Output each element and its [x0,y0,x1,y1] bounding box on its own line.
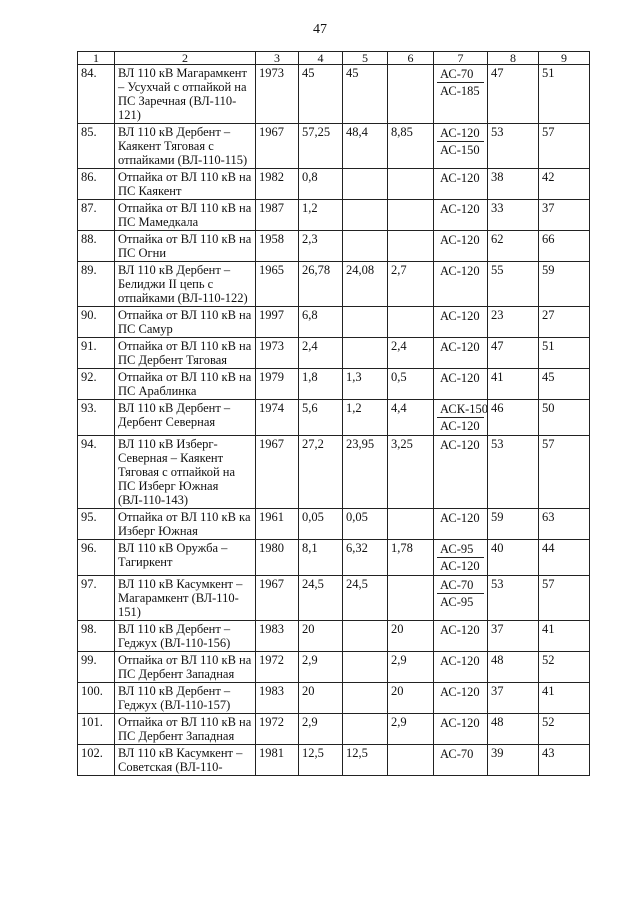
row-number-cell: 93. [78,400,115,436]
column-header: 1 [78,52,115,65]
line-name-cell: Отпайка от ВЛ 110 кВ ка Изберг Южная [115,509,256,540]
total-length-cell: 20 [299,621,343,652]
line-name-cell: ВЛ 110 кВ Дербент – Геджух (ВЛ-110-156) [115,621,256,652]
length-col5-cell: 1,2 [343,400,388,436]
page-number: 47 [313,22,327,37]
row-number-cell: 92. [78,369,115,400]
wire-type-cell [434,262,488,307]
wire-type: АС-70 [440,747,474,761]
year-built-cell: 1983 [256,621,299,652]
line-name-cell: Отпайка от ВЛ 110 кВ на ПС Араблинка [115,369,256,400]
line-name-cell: ВЛ 110 кВ Дербент – Каякент Тяговая с отпайками (ВЛ-110-115) [115,124,256,169]
line-name-cell: Отпайка от ВЛ 110 кВ на ПС Дербент Западная [115,714,256,745]
row-number-cell: 95. [78,509,115,540]
wire-type: АС-70 [440,578,474,592]
table-row [78,65,590,124]
length-col6-cell: 2,7 [388,262,434,307]
row-number-cell: 85. [78,124,115,169]
value-col8-cell: 46 [488,400,539,436]
value-col9-cell: 37 [539,200,590,231]
value-col9-cell: 42 [539,169,590,200]
wire-type: АС-120 [440,716,480,730]
length-col5-cell: 48,4 [343,124,388,169]
value-col9-cell: 51 [539,338,590,369]
year-built-cell: 1997 [256,307,299,338]
length-col6-cell [388,307,434,338]
wire-type-cell [434,652,488,683]
table-row [78,745,590,776]
total-length-cell: 45 [299,65,343,124]
length-col6-cell: 2,9 [388,714,434,745]
wire-type: АС-120 [437,557,484,574]
wire-type-cell [434,509,488,540]
column-header: 8 [488,52,539,65]
value-col9-cell: 45 [539,369,590,400]
column-header: 3 [256,52,299,65]
length-col5-cell [343,652,388,683]
column-header: 9 [539,52,590,65]
year-built-cell: 1967 [256,124,299,169]
year-built-cell: 1972 [256,652,299,683]
table-row [78,307,590,338]
year-built-cell: 1973 [256,338,299,369]
total-length-cell: 5,6 [299,400,343,436]
wire-type: АС-120 [440,371,480,385]
wire-type-cell [434,231,488,262]
year-built-cell: 1967 [256,436,299,509]
wire-type: АС-95 [437,593,484,610]
length-col6-cell: 20 [388,621,434,652]
total-length-cell: 8,1 [299,540,343,576]
column-header: 2 [115,52,256,65]
wire-type: АС-120 [440,623,480,637]
length-col6-cell: 1,78 [388,540,434,576]
line-name-cell: Отпайка от ВЛ 110 кВ на ПС Дербент Тяговая [115,338,256,369]
length-col5-cell [343,621,388,652]
year-built-cell: 1965 [256,262,299,307]
column-header: 6 [388,52,434,65]
length-col6-cell: 3,25 [388,436,434,509]
wire-type: АС-120 [440,202,480,216]
line-name-cell: Отпайка от ВЛ 110 кВ на ПС Мамедкала [115,200,256,231]
total-length-cell: 12,5 [299,745,343,776]
wire-type: АС-120 [440,233,480,247]
wire-type: АС-120 [440,171,480,185]
length-col5-cell [343,338,388,369]
value-col9-cell: 51 [539,65,590,124]
row-number-cell: 87. [78,200,115,231]
value-col8-cell: 23 [488,307,539,338]
year-built-cell: 1973 [256,65,299,124]
year-built-cell: 1980 [256,540,299,576]
total-length-cell: 0,8 [299,169,343,200]
value-col8-cell: 33 [488,200,539,231]
total-length-cell: 2,4 [299,338,343,369]
line-name-cell: ВЛ 110 кВ Дербент – Дербент Северная [115,400,256,436]
year-built-cell: 1987 [256,200,299,231]
wire-type-cell [434,714,488,745]
column-number-row [78,52,590,65]
value-col9-cell: 66 [539,231,590,262]
length-col6-cell: 2,9 [388,652,434,683]
row-number-cell: 101. [78,714,115,745]
table-row [78,683,590,714]
value-col8-cell: 53 [488,576,539,621]
value-col9-cell: 57 [539,576,590,621]
year-built-cell: 1974 [256,400,299,436]
line-name-cell: ВЛ 110 кВ Касумкент – Советская (ВЛ-110- [115,745,256,776]
row-number-cell: 90. [78,307,115,338]
row-number-cell: 96. [78,540,115,576]
table-row [78,369,590,400]
wire-type: АС-95 [440,542,474,556]
wire-type: АСК-150 [440,402,488,416]
length-col6-cell [388,231,434,262]
value-col9-cell: 57 [539,124,590,169]
value-col8-cell: 62 [488,231,539,262]
length-col5-cell [343,200,388,231]
year-built-cell: 1961 [256,509,299,540]
table-row [78,262,590,307]
length-col6-cell: 0,5 [388,369,434,400]
length-col6-cell [388,509,434,540]
wire-type: АС-185 [437,82,484,99]
row-number-cell: 102. [78,745,115,776]
length-col6-cell: 20 [388,683,434,714]
table-row [78,231,590,262]
row-number-cell: 97. [78,576,115,621]
total-length-cell: 6,8 [299,307,343,338]
table-row [78,436,590,509]
wire-type-cell [434,369,488,400]
value-col8-cell: 53 [488,124,539,169]
wire-type-cell [434,745,488,776]
table-row [78,621,590,652]
wire-type-cell [434,436,488,509]
table-row [78,169,590,200]
wire-type-cell [434,621,488,652]
wire-type: АС-120 [440,654,480,668]
value-col8-cell: 37 [488,683,539,714]
length-col5-cell: 23,95 [343,436,388,509]
total-length-cell: 27,2 [299,436,343,509]
line-name-cell: Отпайка от ВЛ 110 кВ на ПС Дербент Западная [115,652,256,683]
value-col9-cell: 59 [539,262,590,307]
value-col9-cell: 50 [539,400,590,436]
length-col5-cell: 45 [343,65,388,124]
line-name-cell: ВЛ 110 кВ Магарамкент – Усухчай с отпайкой на ПС Заречная (ВЛ-110-121) [115,65,256,124]
wire-type: АС-120 [440,309,480,323]
length-col6-cell: 8,85 [388,124,434,169]
length-col6-cell [388,576,434,621]
value-col8-cell: 38 [488,169,539,200]
line-name-cell: ВЛ 110 кВ Изберг-Северная – Каякент Тяговая с отпайкой на ПС Изберг Южная (ВЛ-110-143) [115,436,256,509]
wire-type-cell [434,200,488,231]
wire-type-cell [434,576,488,621]
total-length-cell: 0,05 [299,509,343,540]
wire-type: АС-70 [440,67,474,81]
length-col6-cell [388,65,434,124]
year-built-cell: 1983 [256,683,299,714]
value-col9-cell: 43 [539,745,590,776]
length-col5-cell: 24,5 [343,576,388,621]
value-col8-cell: 40 [488,540,539,576]
total-length-cell: 26,78 [299,262,343,307]
value-col9-cell: 57 [539,436,590,509]
wire-type-cell [434,169,488,200]
year-built-cell: 1967 [256,576,299,621]
length-col6-cell: 4,4 [388,400,434,436]
value-col9-cell: 44 [539,540,590,576]
length-col6-cell [388,169,434,200]
line-name-cell: ВЛ 110 кВ Дербент – Геджух (ВЛ-110-157) [115,683,256,714]
total-length-cell: 2,9 [299,652,343,683]
total-length-cell: 2,3 [299,231,343,262]
length-col5-cell: 12,5 [343,745,388,776]
line-name-cell: ВЛ 110 кВ Оружба – Тагиркент [115,540,256,576]
wire-type: АС-120 [440,438,480,452]
value-col8-cell: 48 [488,652,539,683]
row-number-cell: 89. [78,262,115,307]
table-row [78,509,590,540]
length-col5-cell [343,169,388,200]
row-number-cell: 91. [78,338,115,369]
length-col5-cell: 6,32 [343,540,388,576]
total-length-cell: 20 [299,683,343,714]
column-header: 7 [434,52,488,65]
value-col8-cell: 47 [488,338,539,369]
total-length-cell: 57,25 [299,124,343,169]
year-built-cell: 1982 [256,169,299,200]
total-length-cell: 1,8 [299,369,343,400]
value-col8-cell: 59 [488,509,539,540]
wire-type: АС-150 [437,141,484,158]
year-built-cell: 1972 [256,714,299,745]
year-built-cell: 1958 [256,231,299,262]
year-built-cell: 1981 [256,745,299,776]
row-number-cell: 98. [78,621,115,652]
value-col8-cell: 47 [488,65,539,124]
value-col9-cell: 41 [539,683,590,714]
row-number-cell: 99. [78,652,115,683]
line-name-cell: Отпайка от ВЛ 110 кВ на ПС Каякент [115,169,256,200]
length-col5-cell: 1,3 [343,369,388,400]
value-col8-cell: 37 [488,621,539,652]
length-col6-cell [388,200,434,231]
length-col5-cell [343,714,388,745]
wire-type-cell [434,400,488,436]
length-col5-cell: 24,08 [343,262,388,307]
column-header: 5 [343,52,388,65]
wire-type: АС-120 [440,685,480,699]
row-number-cell: 84. [78,65,115,124]
value-col8-cell: 53 [488,436,539,509]
table-row [78,200,590,231]
line-name-cell: ВЛ 110 кВ Дербент – Белиджи II цепь с отпайками (ВЛ-110-122) [115,262,256,307]
wire-type: АС-120 [437,417,484,434]
power-lines-table [77,51,590,776]
line-name-cell: ВЛ 110 кВ Касумкент – Магарамкент (ВЛ-110-151) [115,576,256,621]
value-col8-cell: 55 [488,262,539,307]
value-col8-cell: 48 [488,714,539,745]
table-row [78,124,590,169]
wire-type: АС-120 [440,340,480,354]
length-col5-cell [343,231,388,262]
length-col5-cell [343,683,388,714]
total-length-cell: 2,9 [299,714,343,745]
value-col9-cell: 63 [539,509,590,540]
line-name-cell: Отпайка от ВЛ 110 кВ на ПС Самур [115,307,256,338]
row-number-cell: 88. [78,231,115,262]
value-col8-cell: 41 [488,369,539,400]
wire-type: АС-120 [440,264,480,278]
row-number-cell: 94. [78,436,115,509]
row-number-cell: 86. [78,169,115,200]
table-row [78,338,590,369]
line-name-cell: Отпайка от ВЛ 110 кВ на ПС Огни [115,231,256,262]
wire-type-cell [434,65,488,124]
year-built-cell: 1979 [256,369,299,400]
value-col9-cell: 52 [539,714,590,745]
value-col9-cell: 27 [539,307,590,338]
wire-type-cell [434,683,488,714]
value-col8-cell: 39 [488,745,539,776]
table-row [78,540,590,576]
wire-type: АС-120 [440,511,480,525]
wire-type-cell [434,540,488,576]
table-row [78,576,590,621]
wire-type: АС-120 [440,126,480,140]
length-col6-cell: 2,4 [388,338,434,369]
total-length-cell: 24,5 [299,576,343,621]
wire-type-cell [434,307,488,338]
column-header: 4 [299,52,343,65]
length-col5-cell: 0,05 [343,509,388,540]
table-row [78,714,590,745]
table-row [78,400,590,436]
value-col9-cell: 52 [539,652,590,683]
length-col6-cell [388,745,434,776]
table-row [78,652,590,683]
total-length-cell: 1,2 [299,200,343,231]
length-col5-cell [343,307,388,338]
wire-type-cell [434,124,488,169]
value-col9-cell: 41 [539,621,590,652]
wire-type-cell [434,338,488,369]
row-number-cell: 100. [78,683,115,714]
